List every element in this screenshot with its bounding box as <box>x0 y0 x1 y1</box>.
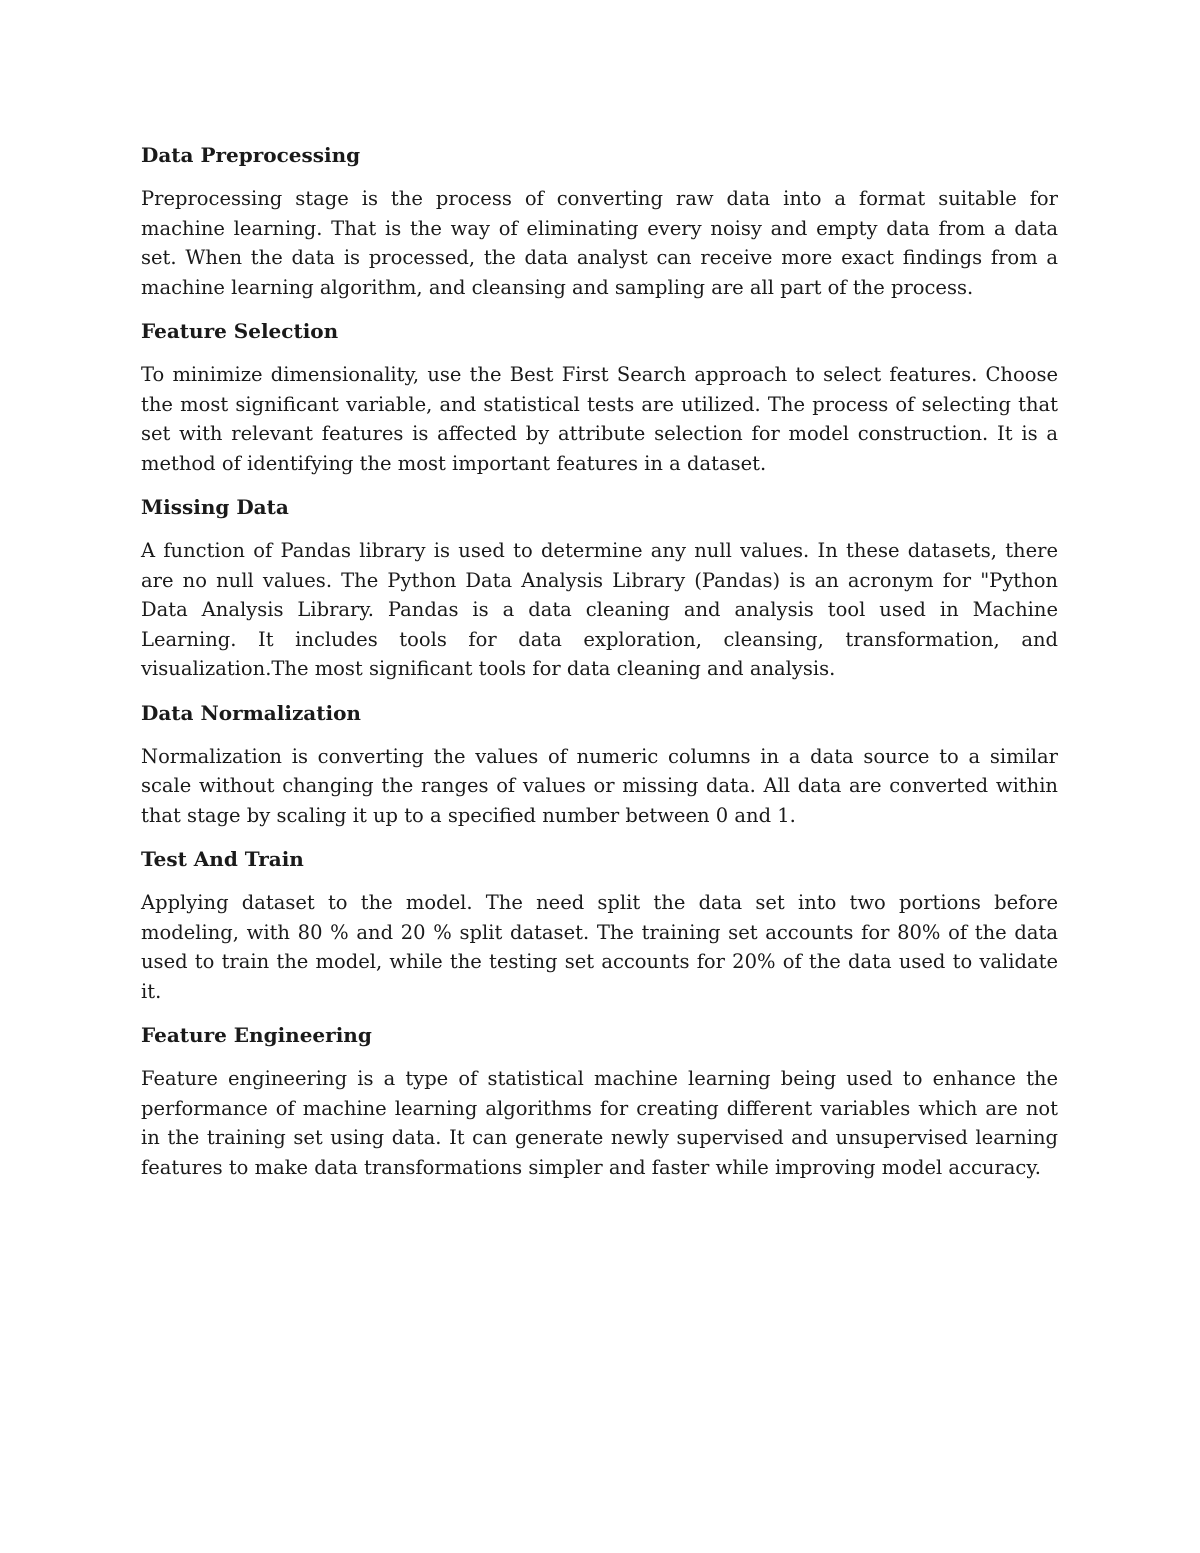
section-heading: Feature Selection <box>141 319 339 343</box>
document-content <box>141 140 1058 1196</box>
section-heading: Test And Train <box>141 847 304 871</box>
section-heading: Missing Data <box>141 495 289 519</box>
section-paragraph: Applying dataset to the model. The need split the data set into two portions before modeling, with 80 % and 20 % split dataset. The training set accounts for 80% of the data used to train the model, while the testing set accounts for 20% of the data used to validate it. <box>141 891 1058 1003</box>
section-paragraph: A function of Pandas library is used to determine any null values. In these datasets, there are no null values. The Python Data Analysis Library (Pandas) is an acronym for "Python Data Analysis Library. Pandas is a data cleaning and analysis tool used in Machine Learning. It includes tools for data exploration, cleansing, transformation, and visualization.The most significant tools for data cleaning and analysis. <box>141 539 1058 680</box>
section-heading: Data Normalization <box>141 700 361 725</box>
section-feature-engineering <box>141 1020 1058 1182</box>
section-missing-data <box>141 492 1058 684</box>
section-data-normalization <box>141 698 1058 831</box>
section-feature-selection <box>141 316 1058 478</box>
section-paragraph: Feature engineering is a type of statistical machine learning being used to enhance the performance of machine learning algorithms for creating different variables which are not in the training set using data. It can generate newly supervised and unsupervised learning features to make data transformations simpler and faster while improving model accuracy. <box>141 1067 1058 1179</box>
section-heading: Feature Engineering <box>141 1023 372 1047</box>
section-data-preprocessing <box>141 140 1058 302</box>
section-paragraph: Preprocessing stage is the process of converting raw data into a format suitable for machine learning. That is the way of eliminating every noisy and empty data from a data set. When the data is processed, the data analyst can receive more exact findings from a machine learning algorithm, and cleansing and sampling are all part of the process. <box>141 187 1058 299</box>
section-paragraph: Normalization is converting the values of numeric columns in a data source to a similar scale without changing the ranges of values or missing data. All data are converted within that stage by scaling it up to a specified number between 0 and 1. <box>141 744 1058 827</box>
section-heading: Data Preprocessing <box>141 143 361 167</box>
section-paragraph: To minimize dimensionality, use the Best First Search approach to select features. Choose the most significant variable, and statistical tests are utilized. The process of selecting that set with relevant features is affected by attribute selection for model construction. It is a method of identifying the most important features in a dataset. <box>141 363 1058 475</box>
section-test-and-train <box>141 844 1058 1006</box>
